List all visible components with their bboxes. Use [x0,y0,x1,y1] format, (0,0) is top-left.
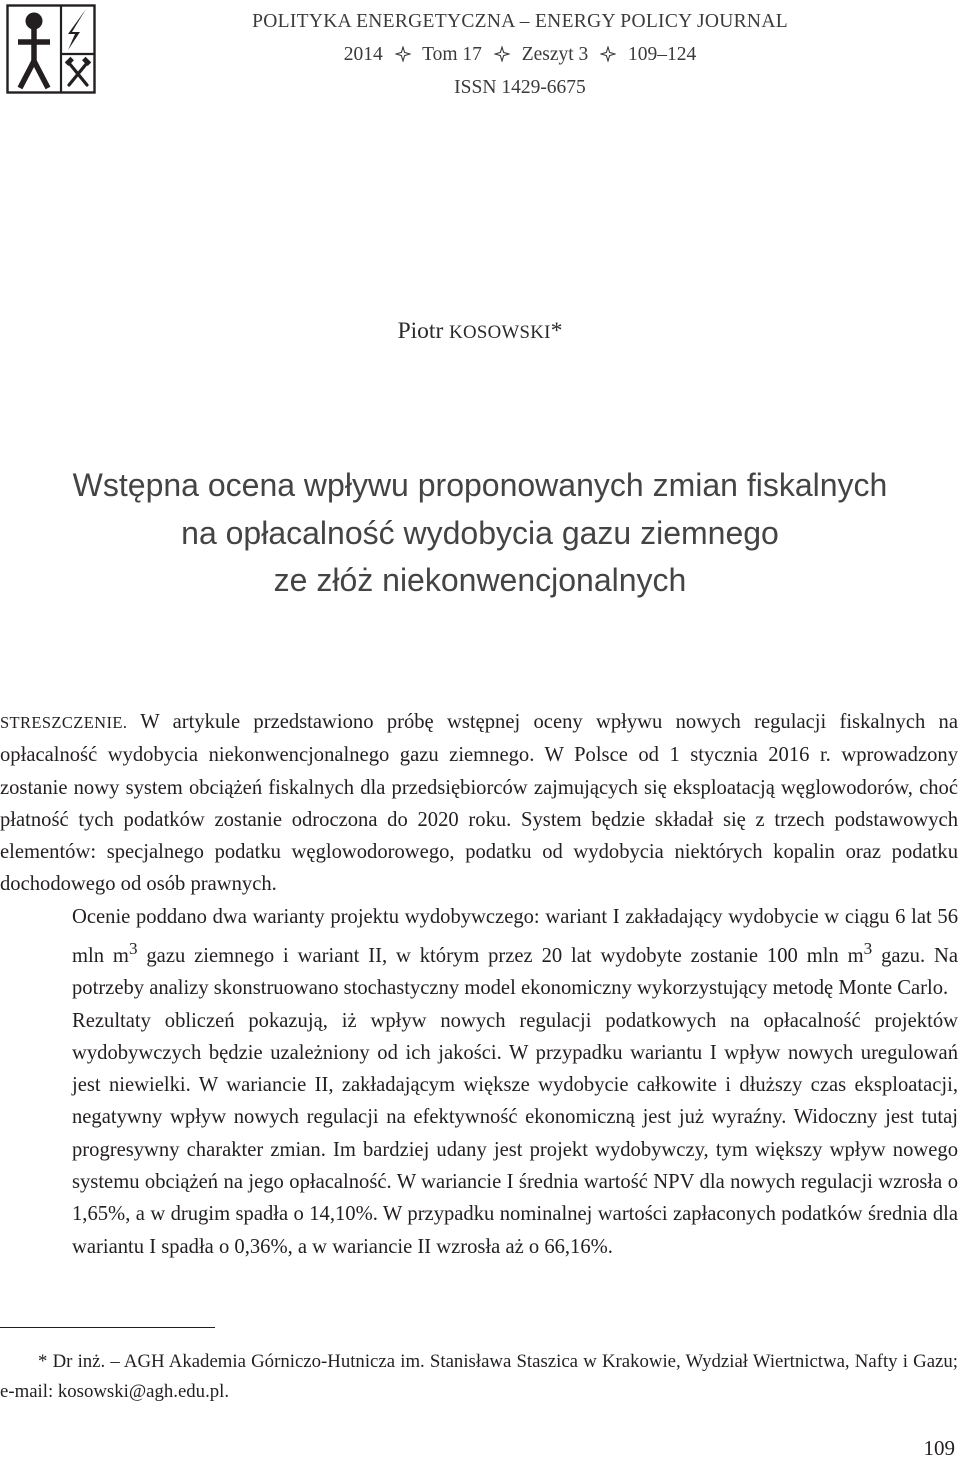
author-footnote-marker: * [550,318,563,344]
journal-volume: Tom 17 [422,44,482,65]
superscript: 3 [128,939,138,959]
journal-name: POLITYKA ENERGETYCZNA – ENERGY POLICY JOURNAL [252,11,788,32]
journal-logo-icon [6,4,96,94]
abstract-text: Ocenie poddano dwa warianty projektu wydobywczego: wariant I zakładający wydobycie w ciągu 6 lat 56 mln m [72,905,958,967]
author-line [0,318,960,345]
footnote [0,1347,958,1407]
title-line: na opłacalność wydobycia gazu ziemnego [181,514,779,551]
four-point-star-icon [395,46,411,62]
journal-issue: Zeszyt 3 [521,44,589,65]
author-last-name: KOSOWSKI [449,322,551,343]
journal-year: 2014 [343,44,383,65]
abstract [0,706,958,1263]
footnote-divider [0,1327,215,1328]
four-point-star-icon [494,46,510,62]
journal-issn: ISSN 1429-6675 [454,77,586,98]
abstract-label: STRESZCZENIE. [0,713,128,732]
abstract-paragraph [72,901,958,1005]
footnote-text: * Dr inż. – AGH Akademia Górniczo-Hutnicza im. Stanisława Staszica w Krakowie, Wydział Wiertnictwa, Nafty i Gazu; e-mail: kosowski@agh.edu.pl. [0,1351,958,1402]
article-title [0,462,960,605]
journal-pages: 109–124 [628,44,697,65]
journal-issue-line [230,44,810,66]
abstract-paragraph: Rezultaty obliczeń pokazują, iż wpływ nowych regulacji podatkowych na opłacalność projektów wydobywczych będzie uzależniony od ich jakości. W przypadku wariantu I wpływ nowych uregulowań jest niewielki. W wariancie II, zakładającym większe wydobycie całkowite i dłuższy czas eksploatacji, negatywny wpływ nowych regulacji na efektywność ekonomiczną jest już wyraźny. Widoczny jest tutaj progresywny charakter zmian. Im bardziej udany jest projekt wydobywczy, tym większy wpływ nowego systemu obciążeń na jego opłacalność. W wariancie I średnia wartość NPV dla nowych regulacji wzrosła o 1,65%, a w drugim spadła o 14,10%. W przypadku nominalnej wartości zapłaconych podatków średnia dla wariantu I spadła o 0,36%, a w wariancie II wzrosła aż o 66,16%. [72,1009,958,1258]
abstract-text: gazu ziemnego i wariant II, w którym przez 20 lat wydobyte zostanie 100 mln m [137,944,864,967]
title-line: Wstępna ocena wpływu proponowanych zmian fiskalnych [72,467,888,503]
four-point-star-icon [600,46,616,62]
abstract-text: W artykule przedstawiono próbę wstępnej oceny wpływu nowych regulacji fiskalnych na opłacalność wydobycia niekonwencjonalnego gazu ziemnego. W Polsce od 1 stycznia 2016 r. wprowadzony zostanie nowy system obciążeń fiskalnych dla przedsiębiorców zajmujących się eksploatacją węglowodorów, choć płatność tych podatków zostanie odroczona do 2020 roku. System będzie składał się z trzech podstawowych elementów: specjalnego podatku węglowodorowego, podatku od wydobycia niektórych kopalin oraz podatku dochodowego od osób prawnych. [0,711,958,896]
author-first-name: Piotr [397,318,444,344]
title-line: ze złóż niekonwencjonalnych [273,562,687,598]
abstract-text: gazu. Na potrzeby analizy skonstruowano stochastyczny model ekonomiczny wykorzystujący metodę Monte Carlo. [72,944,958,1000]
superscript: 3 [863,939,873,959]
page-number: 109 [923,1436,955,1460]
abstract-paragraph [0,706,958,901]
